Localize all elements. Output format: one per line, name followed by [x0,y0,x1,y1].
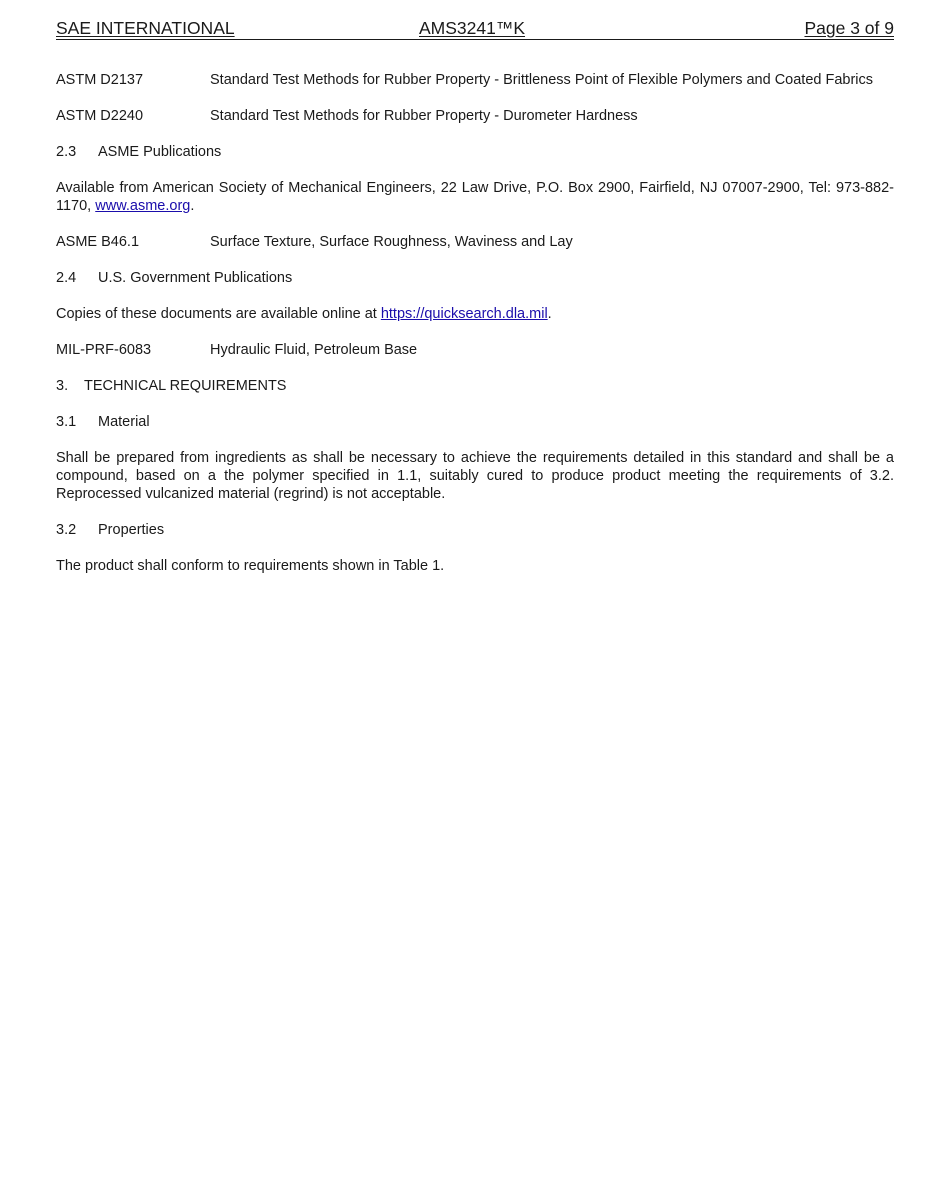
reference-code: MIL-PRF-6083 [56,342,152,358]
reference-title: Standard Test Methods for Rubber Property - Brittleness Point of Flexible Polymers and Coated Fabrics [210,72,874,88]
reference-entry [56,233,894,251]
section-number: 3. [56,378,69,394]
quicksearch-link[interactable]: https://quicksearch.dla.mil [380,306,548,322]
document-body [56,71,894,593]
section-number: 2.4 [56,270,77,286]
page-number: Page 3 of 9 [804,18,894,38]
section-title: U.S. Government Publications [98,270,293,286]
reference-title: Hydraulic Fluid, Petroleum Base [210,342,418,358]
section-number: 3.1 [56,414,77,430]
paragraph-tail: . [547,306,552,322]
section-title: Properties [98,522,165,538]
section-heading-3 [56,377,894,395]
reference-code: ASTM D2137 [56,72,144,88]
section-number: 2.3 [56,144,77,160]
reference-title: Surface Texture, Surface Roughness, Waviness and Lay [210,234,573,250]
section-heading-3-2 [56,521,894,539]
asme-website-link[interactable]: www.asme.org [95,198,191,214]
section-title: ASME Publications [98,144,222,160]
document-number: AMS3241™K [419,18,526,38]
paragraph-properties: The product shall conform to requirements shown in Table 1. [56,558,445,574]
paragraph-material: Shall be prepared from ingredients as shall be necessary to achieve the requirements detailed in this standard and shall be a compound, based on a the polymer specified in 1.1, suitably cured to produce product meeting the requirements of 3.2. Reprocessed vulcanized material (regrind) is not acceptable. [56,450,894,502]
reference-code: ASTM D2240 [56,108,144,124]
paragraph-gov-availability [56,305,894,323]
section-heading-2-3 [56,143,894,161]
page-header [56,17,894,40]
reference-entry [56,107,894,125]
section-heading-3-1 [56,413,894,431]
reference-title: Standard Test Methods for Rubber Property - Durometer Hardness [210,108,638,124]
section-title: TECHNICAL REQUIREMENTS [84,378,287,394]
reference-entry [56,341,894,359]
section-number: 3.2 [56,522,77,538]
reference-code: ASME B46.1 [56,234,140,250]
paragraph-asme-availability [56,179,894,215]
paragraph-tail: . [190,198,195,214]
reference-entry [56,71,894,89]
publisher-name: SAE INTERNATIONAL [56,18,235,38]
section-title: Material [98,414,150,430]
section-heading-2-4 [56,269,894,287]
paragraph-text: Available from American Society of Mechanical Engineers, 22 Law Drive, P.O. Box 2900, Fairfield, NJ 07007-2900, Tel: 973-882-1170, [56,180,894,214]
paragraph-text: Copies of these documents are available online at [56,306,381,322]
